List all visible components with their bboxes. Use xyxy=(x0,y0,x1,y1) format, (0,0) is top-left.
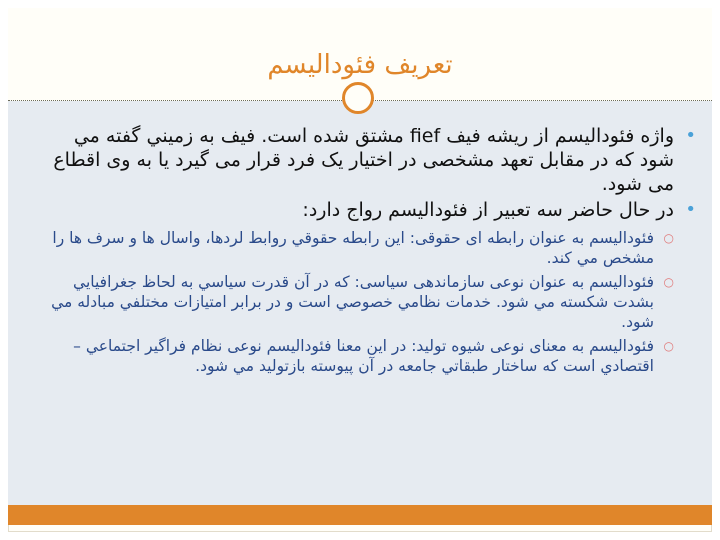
list-item xyxy=(36,124,696,196)
footer-bar xyxy=(8,505,712,525)
bullet-icon: • xyxy=(685,199,696,220)
bullet-icon: • xyxy=(685,125,696,146)
bullet-list xyxy=(36,124,696,380)
sub-list-item xyxy=(36,336,696,376)
sub-bullet-text: فئوداليسم به معنای نوعی شيوه توليد: در اين معنا فئوداليسم نوعی نظام فراگير اجتماعي – اقتصادي است كه ساختار طبقاتي جامعه در آن پيوسته بازتوليد مي شود. xyxy=(73,337,654,375)
separator-circle-icon xyxy=(342,82,374,114)
list-item xyxy=(36,198,696,222)
slide-title: تعریف فئوداليسم xyxy=(267,50,453,80)
sub-bullet-text: فئوداليسم به عنوان رابطه ای حقوقی: اين رابطه حقوقي روابط لردها، واسال ها و سرف ها را مشخص مي كند. xyxy=(52,229,654,267)
sub-bullet-icon: ○ xyxy=(663,275,674,289)
sub-bullet-icon: ○ xyxy=(663,231,674,245)
sub-bullet-text: فئوداليسم به عنوان نوعی سازماندهی سياسی: كه در آن قدرت سياسي به لحاظ جغرافيايي بشدت شكسته مي شود. خدمات نظامي خصوصي است و در برابر امتيازات مختلفي مبادله مي شود. xyxy=(51,273,654,331)
bullet-text: واژه فئوداليسم از ريشه فيف fief مشتق شده است. فيف به زميني گفته مي شود كه در مقابل تعهد مشخصی در اختيار يک فرد قرار می گيرد يا به وی اقطاع می شود. xyxy=(53,125,674,195)
bullet-text: در حال حاضر سه تعبير از فئوداليسم رواج دارد: xyxy=(302,199,674,221)
sub-bullet-icon: ○ xyxy=(663,339,674,353)
sub-list-item xyxy=(36,272,696,332)
sub-list-item xyxy=(36,228,696,268)
